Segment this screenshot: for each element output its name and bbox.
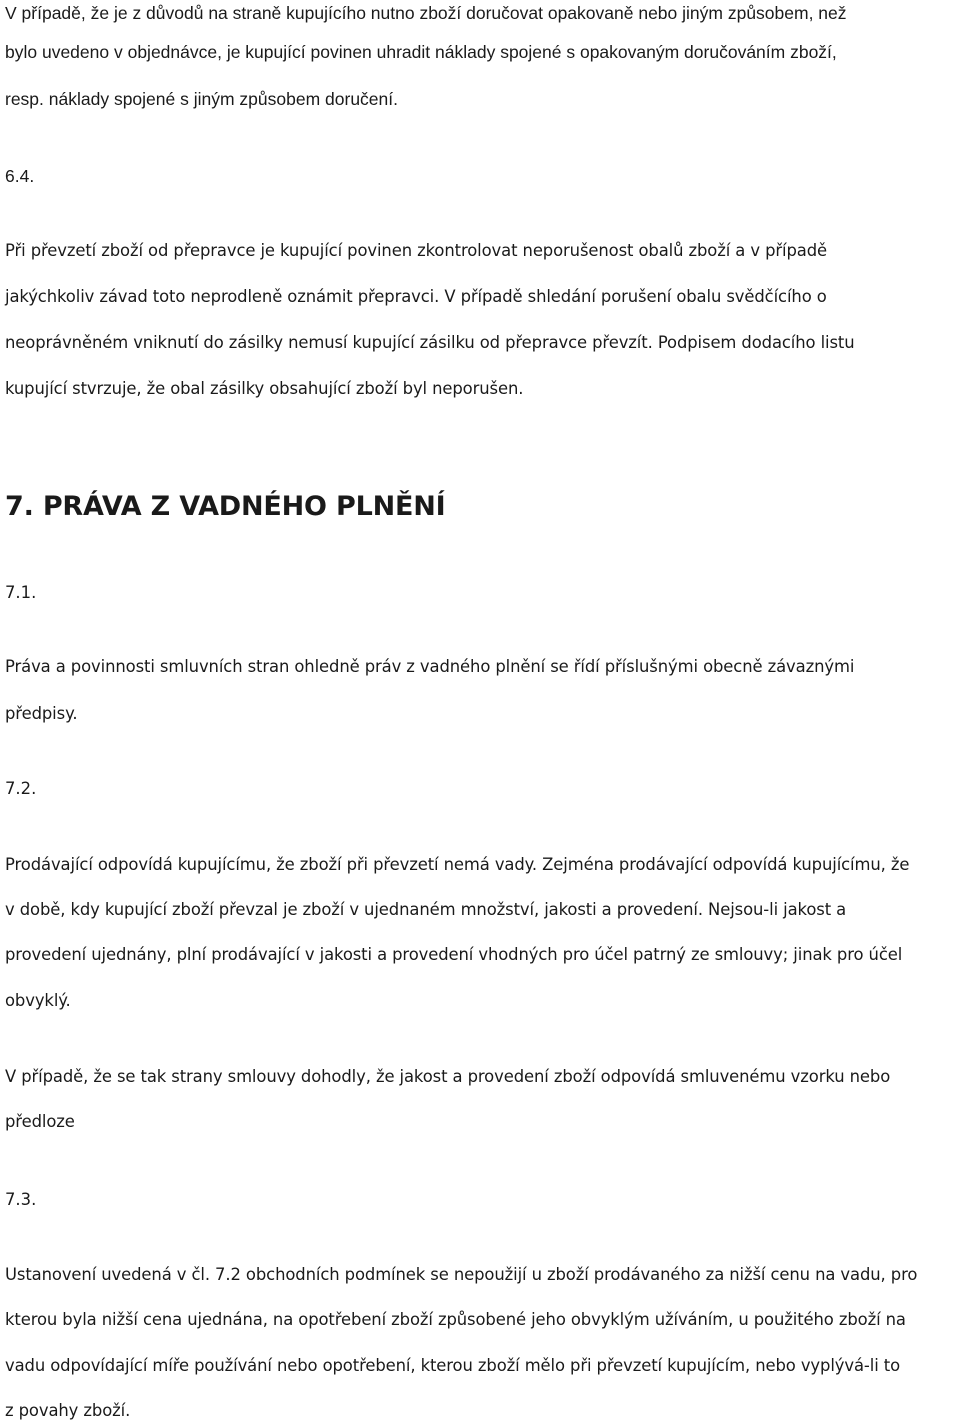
text-span: Podpisem dodacího listu xyxy=(652,333,855,352)
text-line: resp. náklady spojené s jiným způsobem doručení. xyxy=(5,89,398,109)
text-span-calibri: jakýchkoliv závad toto neprodleně oznámit přepravci. xyxy=(5,287,440,306)
text-span: neoprávněném vniknutí do zásilky nemusí kupující zásilku od přepravce převzít. xyxy=(5,333,653,352)
section-7-3-line3: vadu odpovídající míře používání nebo opotřebení, kterou zboží mělo při převzetí kupujícím, nebo vyplývá-li to xyxy=(5,1356,901,1375)
section-7-2-para2-line2: předloze xyxy=(5,1112,75,1131)
chapter-heading: 7. PRÁVA Z VADNÉHO PLNĚNÍ xyxy=(5,491,446,522)
section-number-6-4: 6.4. xyxy=(5,166,35,186)
section-7-3-line1: Ustanovení uvedená v čl. 7.2 obchodních podmínek se nepoužijí u zboží prodávaného za nižší cenu na vadu, pro xyxy=(5,1265,918,1284)
section-7-2-line4: obvyklý. xyxy=(5,991,71,1010)
intro-paragraph xyxy=(5,2,955,24)
text-line: V případě, že je z důvodů na straně kupujícího nutno zboží doručovat opakovaně nebo jiným způsobem, než xyxy=(5,3,847,23)
text-span: V případě shledání porušení obalu svědčícího o xyxy=(439,287,827,306)
section-7-3-line2: kterou byla nižší cena ujednána, na opotřebení zboží způsobené jeho obvyklým užíváním, u použitého zboží na xyxy=(5,1310,906,1329)
section-number-7-3: 7.3. xyxy=(5,1190,37,1209)
section-7-3-line4: z povahy zboží. xyxy=(5,1401,131,1420)
section-6-4-line4: kupující stvrzuje, že obal zásilky obsahující zboží byl neporušen. xyxy=(5,379,524,398)
intro-paragraph-line3 xyxy=(5,88,955,110)
section-7-2-line2: v době, kdy kupující zboží převzal je zboží v ujednaném množství, jakosti a provedení. Nejsou-li jakost a xyxy=(5,900,847,919)
section-7-1-line1: Práva a povinnosti smluvních stran ohledně práv z vadného plnění se řídí příslušnými obecně závaznými xyxy=(5,657,855,676)
section-7-2-line1: Prodávající odpovídá kupujícímu, že zboží při převzetí nemá vady. Zejména prodávající odpovídá kupujícímu, že xyxy=(5,855,910,874)
section-7-2-para2-line1: V případě, že se tak strany smlouvy dohodly, že jakost a provedení zboží odpovídá smluvenému vzorku nebo xyxy=(5,1067,891,1086)
section-7-1-line2: předpisy. xyxy=(5,704,78,723)
section-6-4-line3 xyxy=(5,332,955,354)
section-7-2-line3: provedení ujednány, plní prodávající v jakosti a provedení vhodných pro účel patrný ze smlouvy; jinak pro účel xyxy=(5,945,903,964)
intro-paragraph-line2 xyxy=(5,41,955,63)
section-6-4-line2 xyxy=(5,286,955,308)
section-6-4-line1: Při převzetí zboží od přepravce je kupující povinen zkontrolovat neporušenost obalů zboží a v případě xyxy=(5,241,828,260)
text-line: bylo uvedeno v objednávce, je kupující povinen uhradit náklady spojené s opakovaným doručováním zboží, xyxy=(5,42,837,62)
section-number-7-1: 7.1. xyxy=(5,583,37,602)
section-number-7-2: 7.2. xyxy=(5,779,37,798)
